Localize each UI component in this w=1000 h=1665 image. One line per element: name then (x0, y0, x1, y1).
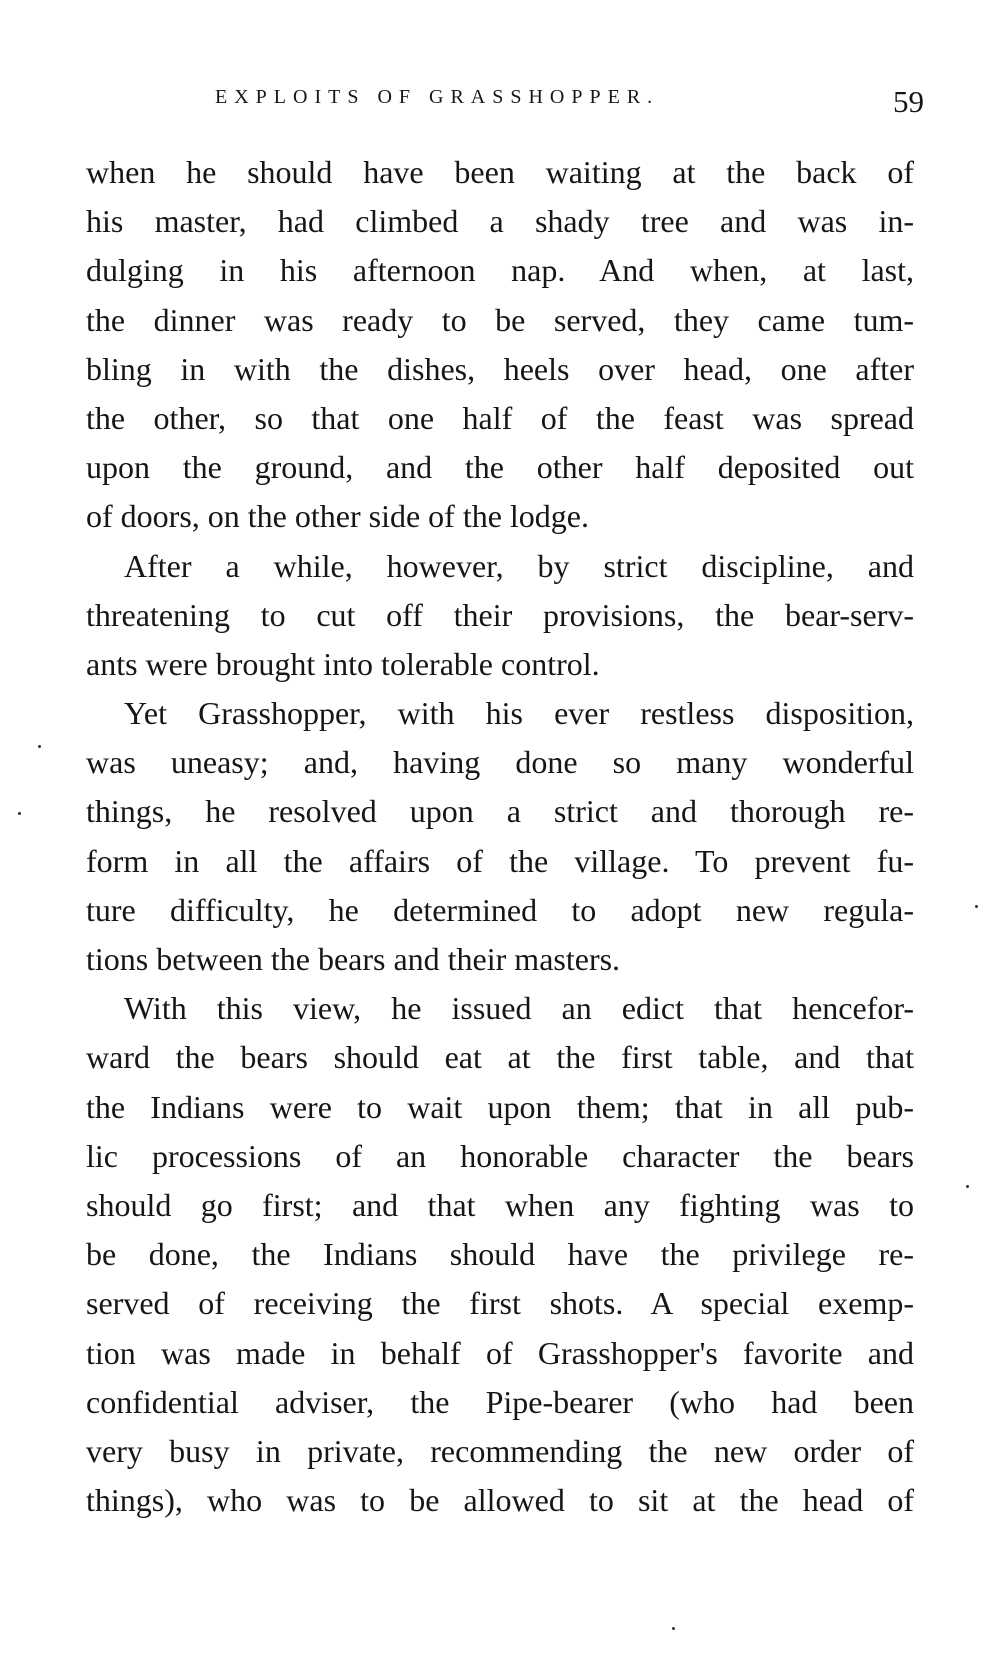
running-title: EXPLOITS OF GRASSHOPPER. (215, 86, 660, 108)
text-line: things), who was to be allowed to sit at the head of (86, 1482, 914, 1519)
page-number: 59 (893, 84, 924, 119)
text-line: confidential adviser, the Pipe-bearer (who had been (86, 1383, 914, 1420)
text-line: served of receiving the first shots. A special exemp- (86, 1285, 914, 1322)
text-line: bling in with the dishes, heels over head, one after (86, 350, 914, 387)
text-line: ward the bears should eat at the first table, and that (86, 1039, 914, 1076)
text-line: be done, the Indians should have the privilege re- (86, 1236, 914, 1273)
text-line: was uneasy; and, having done so many wonderful (86, 744, 914, 781)
paragraph-start-line: Yet Grasshopper, with his ever restless disposition, (124, 695, 914, 732)
text-line: things, he resolved upon a strict and thorough re- (86, 793, 914, 830)
text-line: threatening to cut off their provisions, the bear-serv- (86, 596, 914, 633)
text-line: form in all the affairs of the village. To prevent fu- (86, 842, 914, 879)
text-line: should go first; and that when any fighting was to (86, 1186, 914, 1223)
text-line: the Indians were to wait upon them; that in all pub- (86, 1088, 914, 1125)
scan-speck (966, 1185, 969, 1188)
paragraph-start-line: After a while, however, by strict discipline, and (124, 547, 914, 584)
text-line: very busy in private, recommending the new order of (86, 1432, 914, 1469)
text-line: lic processions of an honorable character the bears (86, 1137, 914, 1174)
paragraph-start-line: With this view, he issued an edict that hencefor- (124, 990, 914, 1027)
scan-speck (672, 1627, 675, 1630)
text-line: the dinner was ready to be served, they came tum- (86, 301, 914, 338)
text-line: tion was made in behalf of Grasshopper's favorite and (86, 1334, 914, 1371)
text-line: ture difficulty, he determined to adopt new regula- (86, 891, 914, 928)
text-line: when he should have been waiting at the back of (86, 154, 914, 190)
scan-speck (38, 745, 41, 748)
text-line: tions between the bears and their masters. (86, 941, 621, 977)
text-line: his master, had climbed a shady tree and was in- (86, 203, 914, 240)
scan-speck (975, 905, 978, 908)
text-line: upon the ground, and the other half deposited out (86, 449, 914, 486)
text-line: the other, so that one half of the feast was spread (86, 399, 914, 436)
text-line: dulging in his afternoon nap. And when, at last, (86, 252, 914, 289)
scan-speck (18, 812, 21, 815)
text-line: ants were brought into tolerable control. (86, 645, 600, 682)
body-text (86, 148, 914, 1525)
text-line: of doors, on the other side of the lodge. (86, 498, 589, 535)
